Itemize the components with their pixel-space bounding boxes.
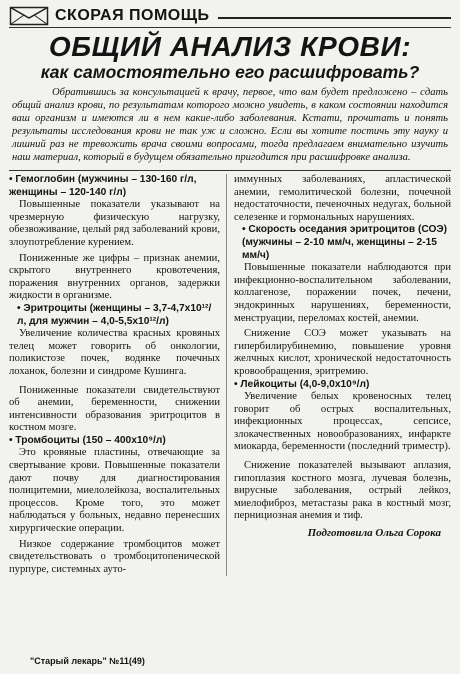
esr-paragraph-1: Повышенные показатели наблюдаются при инфекционно-воспалительном заболевании, коллагенозе, поражении почек, печени, эндокринных нарушениях, беременности, менструации, переломах костей, анемии. [234,262,451,324]
envelope-icon [9,6,49,26]
right-column [227,174,451,576]
article-subtitle: как самостоятельно его расшифровать? [40,62,420,82]
author-signature: Подготовила Ольга Сорока [307,527,441,540]
hemoglobin-paragraph-1: Повышенные показатели указывают на чрезмерную физическую нагрузку, обезвоживание, целый ряд заболеваний крови, злоупотребление курением. [9,199,220,248]
hemoglobin-paragraph-2: Пониженные же цифры – признак анемии, скрытого внутреннего кровотечения, поражения внутренних органов, задержки жидкости в организме. [9,252,220,302]
erythrocytes-paragraph-1: Увеличение количества красных кровяных телец может говорить об онкологии, поликистозе почек, водянке почечных лоханок, болезни и синдроме Кушинга. [9,328,220,377]
article-columns [9,170,451,576]
thrombocytes-paragraph-1: Это кровяные пластины, отвечающие за свертывание крови. Повышенные показатели дают почву для диагностирования полицитемии, миелолейкоза, воспалительных процессов. Кроме того, это может наблюдаться у больных, недавно перенесших хирургические операции. [9,447,220,535]
thrombocytes-paragraph-2: Низкое содержание тромбоцитов может свидетельствовать о тромбоцитопенической пурпуре, системных ауто- [9,538,220,575]
esr-paragraph-2: Снижение СОЭ может указывать на гипербилирубинемию, повышение уровня желчных кислот, хронической недостаточность кровообращения, эритремию. [234,328,451,377]
section-title: СКОРАЯ ПОМОЩЬ [55,6,210,24]
erythrocytes-heading: • Эритроциты (женщины – 3,7-4,7х10¹²/л, для мужчин – 4,0-5,5х10¹²/л) [17,302,212,327]
leukocytes-paragraph-1: Увеличение белых кровеносных телец говорит об острых воспалительных, инфекционных процессах, сепсисе, злокачественных новообразованиях, инфаркте миокарда, беременности (последний триместр). [234,391,451,453]
leukocytes-heading: • Лейкоциты (4,0-9,0х10⁹/л) [234,378,370,390]
header-rule [218,17,451,19]
thrombocytes-heading: • Тромбоциты (150 – 400х10⁹/л) [9,434,166,446]
issue-footer: "Старый лекарь" №11(49) [30,656,145,666]
esr-heading: • Скорость оседания эритроцитов (СОЭ) (мужчины – 2-10 мм/ч, женщины – 2-15 мм/ч) [242,224,448,261]
erythrocytes-paragraph-2: Пониженные показатели свидетельствуют об анемии, беременности, снижении интенсивности образования эритроцитов в костном мозге. [9,384,220,434]
hemoglobin-heading: • Гемоглобин (мужчины – 130-160 г/л, женщины – 120-140 г/л) [9,174,197,198]
section-header [9,4,451,28]
autoimmune-continuation: иммунных заболеваниях, апластической анемии, гемолитической болезни, почечной недостаточности, печеночных недугах, больной селезенке и гормональных нарушениях. [234,174,451,223]
article-lead: Обратившись за консультацией к врачу, первое, что вам будет предложено – сдать общий анализ крови, по результатам которого можно увидеть, в каком состоянии находится ваш организм и имеются ли в нем какие-либо заболевания. Кстати, прочитать и понять результаты исследования крови не так уж и сложно. Если вы хотите постичь эту науку и лишний раз не тревожить врача своими вопросами, тогда предлагаем внимательно изучить наш материал, который в будущем обязательно пригодится при расшифровке анализа. [12,87,448,163]
left-column [9,174,227,576]
leukocytes-paragraph-2: Снижение показателей вызывают аплазия, гипоплазия костного мозга, лучевая болезнь, вирусные заболевания, острый лейкоз, миелофиброз, метастазы рака в костный мозг, пернициозная анемия и тиф. [234,460,451,522]
article-title: ОБЩИЙ АНАЛИЗ КРОВИ: [48,31,412,62]
